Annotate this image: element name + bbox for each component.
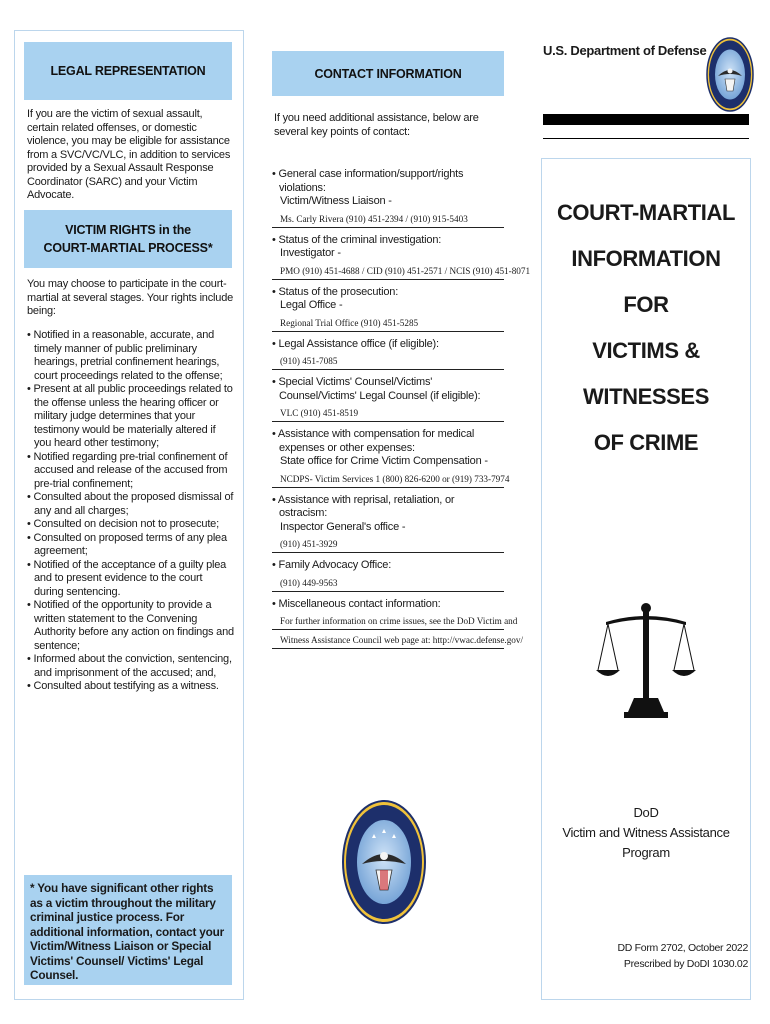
list-item: • Notified of the acceptance of a guilty plea and to present evidence to the court during sentencing.: [27, 559, 234, 600]
contact-item: [272, 376, 504, 422]
contact-detail-url: Witness Assistance Council web page at: http://vwac.defense.gov/: [272, 630, 504, 649]
additional-rights-note: * You have significant other rights as a victim throughout the military criminal justice process. For additional information, contact your Victim/Witness Liaison or Special Victims' Counsel/ Victims' Legal Counsel.: [24, 875, 232, 985]
contact-office: Inspector General's office -: [280, 520, 406, 533]
contact-detail: VLC (910) 451-8519: [272, 403, 504, 422]
contact-list: [272, 168, 531, 655]
contact-item: [272, 428, 510, 488]
contact-item: [272, 168, 504, 228]
scales-of-justice-icon: [596, 600, 696, 720]
list-item: • Consulted on proposed terms of any plea agreement;: [27, 532, 234, 559]
contact-label: • Assistance with compensation for medical expenses or other expenses:: [272, 428, 504, 455]
title-line: FOR: [623, 292, 669, 317]
form-number: DD Form 2702, October 2022: [617, 942, 748, 954]
contact-office: State office for Crime Victim Compensation -: [280, 455, 488, 467]
contact-label: • Miscellaneous contact information:: [272, 598, 504, 612]
header-rule-thin: [543, 138, 749, 139]
contact-label: • General case information/support/rights violations:: [272, 168, 504, 195]
header-rule-thick: [543, 114, 749, 125]
contact-detail: Regional Trial Office (910) 451-5285: [272, 313, 504, 332]
contact-item: [272, 494, 504, 554]
contact-detail: (910) 451-7085: [272, 351, 504, 370]
contact-item: [272, 233, 531, 280]
contact-detail: PMO (910) 451-4688 / CID (910) 451-2571 / NCIS (910) 451-8071: [272, 261, 504, 280]
list-item: • Consulted about testifying as a witness.: [27, 680, 234, 694]
title-line: VICTIMS & WITNESSES: [583, 338, 709, 409]
contact-information-header: CONTACT INFORMATION: [272, 51, 504, 96]
list-item: • Notified regarding pre-trial confinement of accused and release of the accused from pre-trial confinement;: [27, 451, 234, 492]
program-line1: DoD: [633, 805, 659, 820]
list-item: • Present at all public proceedings related to the offense unless the hearing officer or military judge determines that your testimony would be materially altered if you heard other testimony;: [27, 383, 234, 451]
contact-detail: (910) 451-3929: [272, 534, 504, 553]
department-name: U.S. Department of Defense: [543, 43, 707, 58]
contact-item: [272, 286, 504, 332]
contact-detail: For further information on crime issues, see the DoD Victim and: [272, 611, 504, 630]
list-item: • Consulted about the proposed dismissal of any and all charges;: [27, 491, 234, 518]
contact-detail: Ms. Carly Rivera (910) 451-2394 / (910) 915-5403: [272, 209, 504, 228]
dod-seal-icon: [342, 800, 426, 924]
contact-label: • Status of the criminal investigation:: [272, 234, 504, 248]
contact-label: • Special Victims' Counsel/Victims' Counsel/Victims' Legal Counsel (if eligible):: [272, 376, 504, 403]
form-info: [617, 940, 748, 972]
victim-rights-header-line2: COURT-MARTIAL PROCESS*: [43, 241, 213, 255]
contact-information-intro: If you need additional assistance, below are several key points of contact:: [274, 112, 479, 138]
dod-seal-icon: [706, 37, 754, 112]
contact-office: Victim/Witness Liaison -: [280, 195, 392, 207]
legal-representation-header: LEGAL REPRESENTATION: [24, 42, 232, 100]
legal-representation-text: If you are the victim of sexual assault, certain related offenses, or domestic violence, you may be eligible for assistance from a SVC/VC/VLC, in addition to services provided by a Sexual Assault Response Coordinator (SARC) and your Victim Advocate.: [27, 108, 231, 201]
contact-label: • Family Advocacy Office:: [272, 559, 504, 573]
title-line: OF CRIME: [593, 430, 699, 455]
brochure-title: [545, 190, 747, 466]
contact-detail: NCDPS- Victim Services 1 (800) 826-6200 or (919) 733-7974: [272, 469, 504, 488]
list-item: • Informed about the conviction, sentencing, and imprisonment of the accused; and,: [27, 653, 234, 680]
title-line: INFORMATION: [571, 246, 721, 271]
victim-rights-list: [27, 329, 234, 694]
contact-label: • Assistance with reprisal, retaliation, or ostracism:: [272, 494, 504, 521]
list-item: • Notified of the opportunity to provide a written statement to the Convening Authority before any action on findings and sentence;: [27, 599, 234, 653]
list-item: • Notified in a reasonable, accurate, and timely manner of public preliminary hearings, pretrial confinement hearings, court proceedings related to the offense;: [27, 329, 234, 383]
contact-item: [272, 338, 504, 371]
program-name: [545, 803, 747, 863]
form-authority: Prescribed by DoDI 1030.02: [623, 958, 748, 970]
victim-rights-intro: You may choose to participate in the court-martial at several stages. Your rights include being:: [27, 278, 234, 317]
contact-detail: (910) 449-9563: [272, 573, 504, 592]
contact-item: [272, 559, 504, 592]
contact-office: Investigator -: [280, 247, 341, 259]
program-line2: Victim and Witness Assistance Program: [562, 825, 730, 860]
contact-label: • Status of the prosecution:: [272, 286, 504, 300]
list-item: • Consulted on decision not to prosecute;: [27, 518, 234, 532]
title-line: COURT-MARTIAL: [556, 200, 736, 225]
contact-office: Legal Office -: [280, 299, 343, 311]
victim-rights-header: [24, 210, 232, 268]
contact-item: [272, 597, 524, 650]
contact-label: • Legal Assistance office (if eligible):: [272, 338, 504, 352]
victim-rights-header-line1: VICTIM RIGHTS in the: [65, 223, 191, 237]
